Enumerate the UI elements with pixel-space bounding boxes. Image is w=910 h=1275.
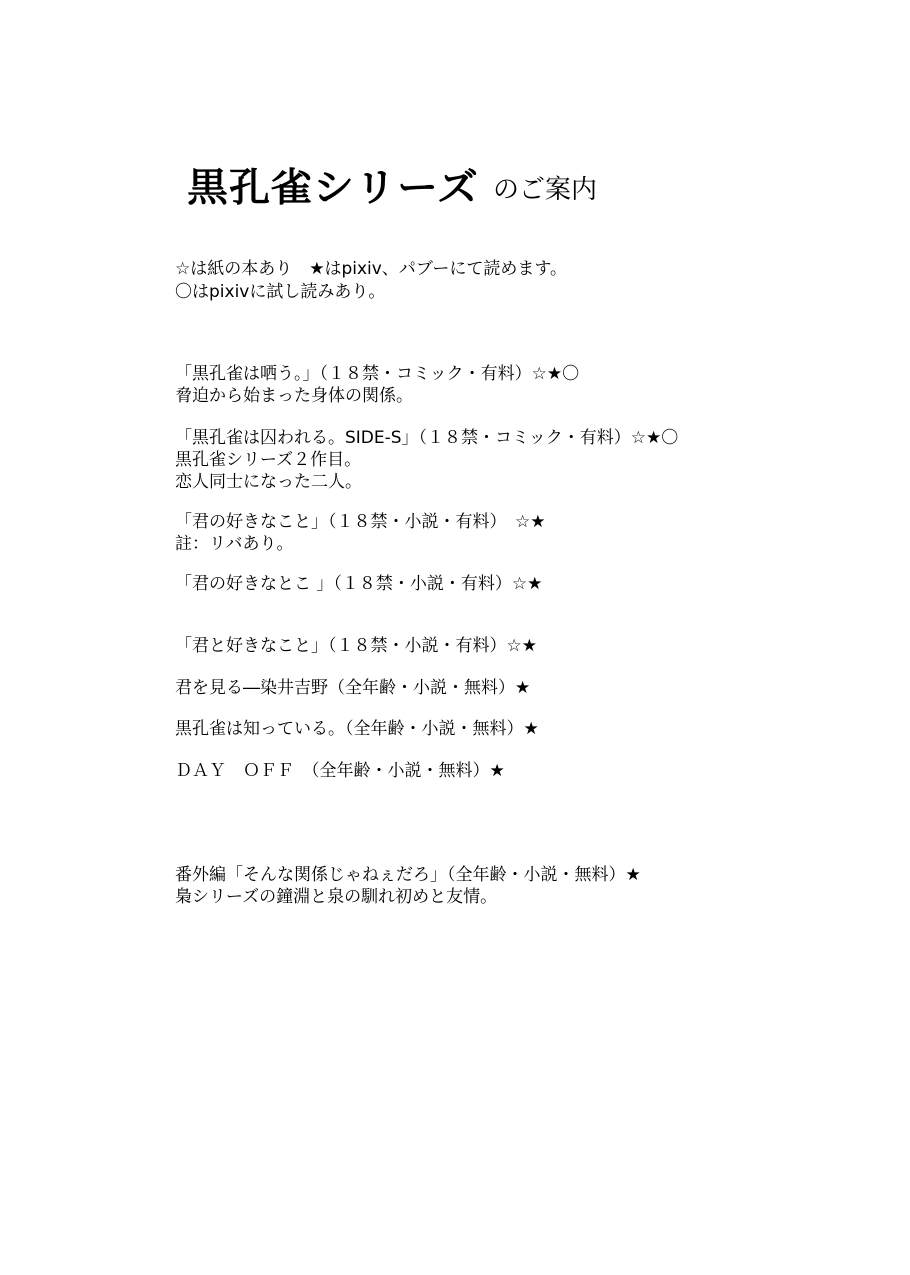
work-heading-7: 黒孔雀は知っている。（全年齢・小説・無料）★: [175, 719, 539, 739]
work-note: 脅迫から始まった身体の関係。: [175, 386, 413, 406]
work-heading-4: 「君の好きなとこ 」（１８禁・小説・有料）☆★: [175, 574, 543, 594]
work-note: 黒孔雀シリーズ２作目。: [175, 450, 362, 470]
legend-line-1: ☆は紙の本あり ★はpixiv、パブーにて読めます。: [175, 259, 567, 279]
work-heading-6: 君を見る―染井吉野（全年齢・小説・無料）★: [175, 678, 531, 698]
work-heading-5: 「君と好きなこと」（１８禁・小説・有料）☆★: [175, 636, 537, 656]
work-note: 註：リバあり。: [175, 534, 294, 554]
work-heading-2: 「黒孔雀は囚われる。SIDE-S」（１８禁・コミック・有料）☆★〇: [175, 428, 679, 448]
title-suffix: のご案内: [492, 175, 597, 205]
work-heading-8: ＤＡＹ ＯＦＦ （全年齢・小説・無料）★: [175, 761, 505, 781]
series-title: 黒孔雀シリーズ: [187, 165, 479, 211]
work-note: 梟シリーズの鐘淵と泉の馴れ初めと友情。: [175, 887, 498, 907]
work-heading-9: 番外編「そんな関係じゃねぇだろ」（全年齢・小説・無料）★: [175, 865, 641, 885]
work-heading-3: 「君の好きなこと」（１８禁・小説・有料） ☆★: [175, 512, 546, 532]
work-note: 恋人同士になった二人。: [175, 472, 362, 492]
page-title: [187, 155, 597, 214]
work-heading-1: 「黒孔雀は哂う。」（１８禁・コミック・有料）☆★〇: [175, 364, 580, 384]
legend-line-2: 〇はpixivに試し読みあり。: [175, 282, 386, 302]
